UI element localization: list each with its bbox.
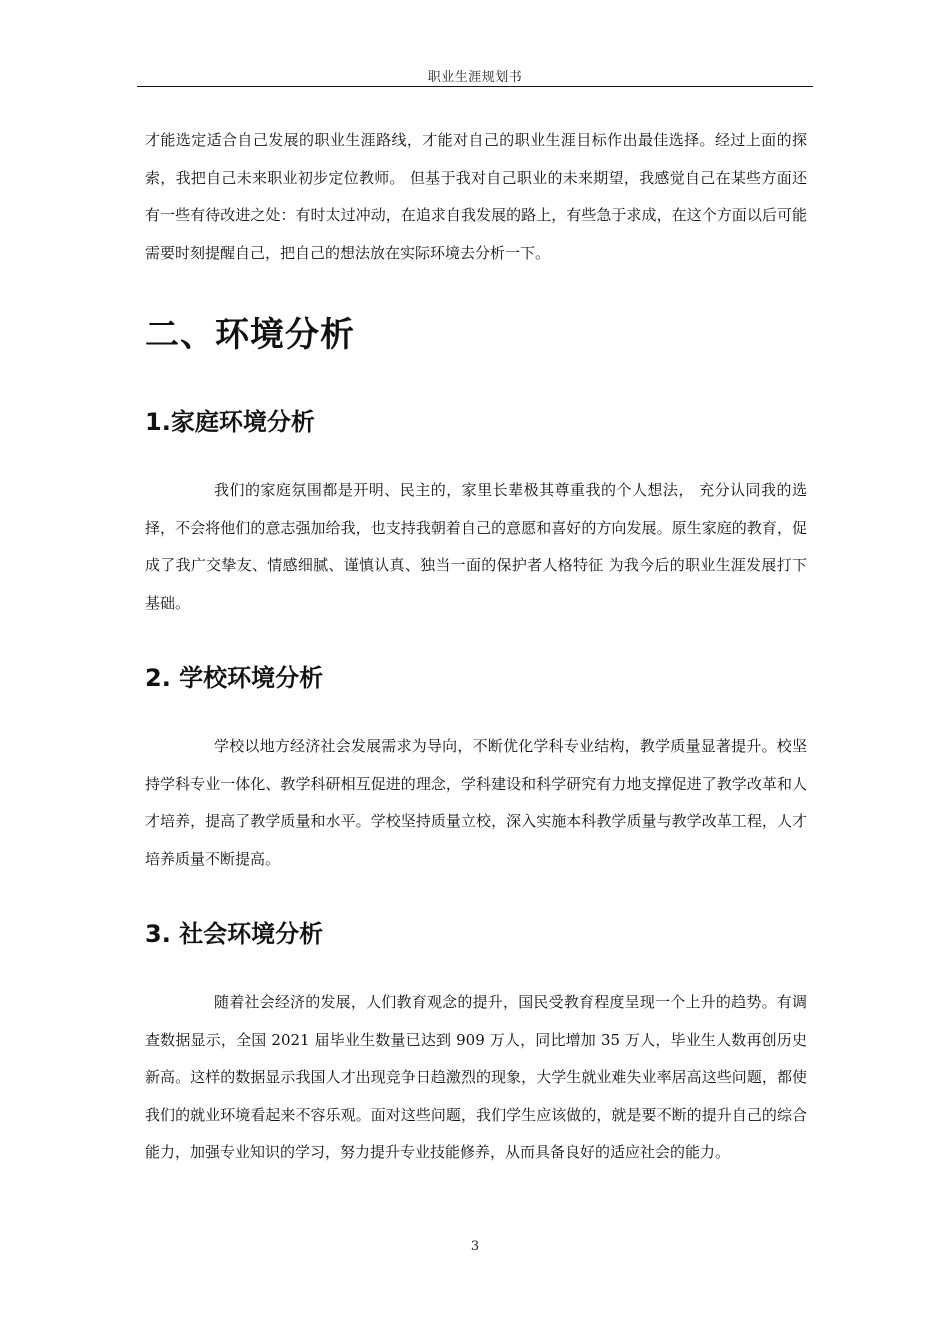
section-title: 二、环境分析: [145, 315, 355, 355]
subsection-body-society: 随着社会经济的发展，人们教育观念的提升，国民受教育程度呈现一个上升的趋势。有调查数据显示，全国 2021 届毕业生数量已达到 909 万人，同比增加 35 万人，毕业生人数再创历史新高。这样的数据显示我国人才出现竞争日趋激烈的现象，大学生就业难失业率居高这些问题，都使我们的就业环境看起来不容乐观。面对这些问题，我们学生应该做的，就是要不断的提升自己的综合能力，加强专业知识的学习，努力提升专业技能修养，从而具备良好的适应社会的能力。: [145, 993, 807, 1161]
subsection-title-school: 2. 学校环境分析: [145, 664, 324, 692]
subsection-title-society: 3. 社会环境分析: [145, 920, 324, 948]
page-header-title: 职业生涯规划书: [427, 70, 523, 85]
subsection-body-family: 我们的家庭氛围都是开明、民主的，家里长辈极其尊重我的个人想法， 充分认同我的选择，不会将他们的意志强加给我，也支持我朝着自己的意愿和喜好的方向发展。原生家庭的教育，促成了我广交挚友、情感细腻、谨慎认真、独当一面的保护者人格特征 为我今后的职业生涯发展打下基础。: [145, 481, 807, 612]
subsection-body-school: 学校以地方经济社会发展需求为导向，不断优化学科专业结构，教学质量显著提升。校坚持学科专业一体化、教学科研相互促进的理念，学科建设和科学研究有力地支撑促进了教学改革和人才培养，提高了教学质量和水平。学校坚持质量立校，深入实施本科教学质量与教学改革工程，人才培养质量不断提高。: [145, 737, 807, 868]
document-body: [145, 122, 807, 1172]
page-number: 3: [470, 1239, 480, 1254]
subsection-title-family: 1.家庭环境分析: [145, 408, 315, 436]
header-divider: [137, 86, 813, 87]
intro-paragraph: 才能选定适合自己发展的职业生涯路线，才能对自己的职业生涯目标作出最佳选择。经过上面的探索，我把自己未来职业初步定位教师。 但基于我对自己职业的未来期望，我感觉自己在某些方面还有一些有待改进之处：有时太过冲动，在追求自我发展的路上，有些急于求成，在这个方面以后可能需要时刻提醒自己，把自己的想法放在实际环境去分析一下。: [145, 131, 807, 262]
